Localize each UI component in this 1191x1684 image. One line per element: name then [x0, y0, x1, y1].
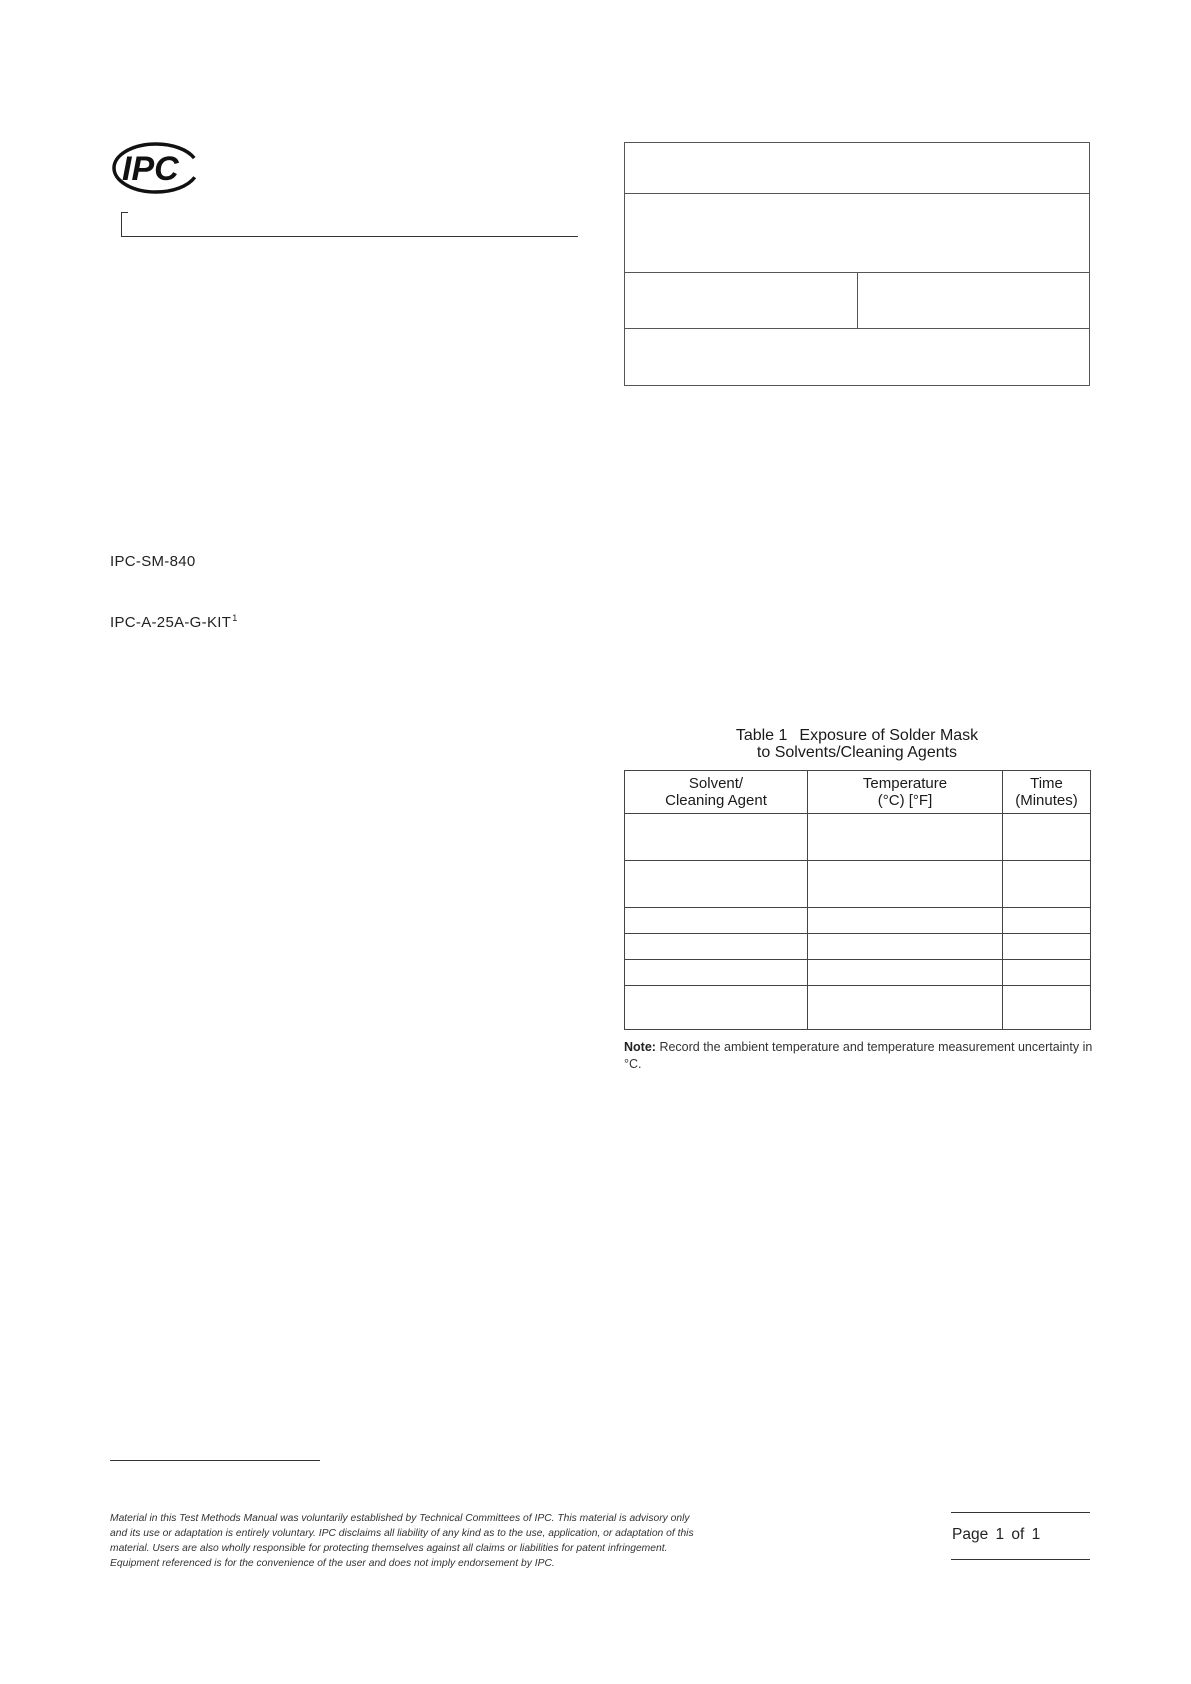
column-header-line: Solvent/ [688, 775, 744, 792]
column-header-line: (°C) [°F] [877, 792, 933, 809]
disclaimer-line: material. Users are also wholly responsible for protecting themselves against all claims or liabilities for patent infringement. [110, 1543, 668, 1554]
solvent-exposure-table [624, 770, 1091, 1030]
ipc-logo [108, 140, 218, 196]
column-header-time [1003, 771, 1091, 814]
table-cell [625, 814, 808, 861]
table-cell [1003, 934, 1091, 960]
reference-document-code: IPC-SM-840 [110, 553, 196, 570]
info-box-column-divider [857, 272, 858, 328]
table-cell [808, 986, 1003, 1030]
footnote-rule [110, 1460, 320, 1461]
page-number-rule-top [951, 1512, 1090, 1513]
table-cell [625, 861, 808, 908]
column-header-line: Cleaning Agent [665, 792, 767, 809]
table-cell [625, 934, 808, 960]
table-row [625, 814, 1091, 861]
table-title-line-2: to Solvents/Cleaning Agents [756, 744, 958, 761]
column-header-solvent [625, 771, 808, 814]
header-rule-tick [121, 212, 122, 237]
reference-document [110, 553, 196, 570]
header-rule-corner [121, 212, 128, 213]
table-cell [625, 986, 808, 1030]
table-cell [1003, 814, 1091, 861]
table-cell [625, 960, 808, 986]
table-cell [808, 960, 1003, 986]
table-header-row [625, 771, 1091, 814]
column-header-line: (Minutes) [1015, 792, 1078, 809]
reference-document [110, 613, 238, 631]
table-note-text: Record the ambient temperature and temperature measurement uncertainty in °C. [624, 1040, 1093, 1071]
column-header-temperature [808, 771, 1003, 814]
table-row [625, 861, 1091, 908]
table-cell [808, 814, 1003, 861]
header-rule [122, 236, 578, 237]
table-cell [808, 934, 1003, 960]
reference-document-code: IPC-A-25A-G-KIT [110, 614, 232, 631]
table-row [625, 986, 1091, 1030]
info-box-divider [625, 328, 1089, 329]
footnote-marker: 1 [232, 613, 238, 623]
table-caption [624, 727, 1090, 761]
table-row [625, 934, 1091, 960]
disclaimer-line: Material in this Test Methods Manual was voluntarily established by Technical Committees of IPC. This material is advisory only [110, 1513, 690, 1524]
table-title-line-1: Exposure of Solder Mask [799, 727, 979, 744]
table-number: Table 1 [735, 727, 788, 744]
table-cell [625, 908, 808, 934]
page-number-rule-bottom [951, 1559, 1090, 1560]
document-info-box [624, 142, 1090, 386]
disclaimer-line: Equipment referenced is for the convenience of the user and does not imply endorsement by IPC. [110, 1558, 555, 1569]
table-cell [1003, 986, 1091, 1030]
ipc-logo-graphic [108, 140, 218, 196]
table-cell [808, 908, 1003, 934]
page-number: Page 1 of 1 [952, 1526, 1041, 1543]
disclaimer [110, 1511, 810, 1571]
table-row [625, 960, 1091, 986]
table-note-label: Note: [624, 1040, 656, 1054]
table-row [625, 908, 1091, 934]
info-box-divider [625, 193, 1089, 194]
ipc-logo-text: IPC [122, 150, 179, 188]
disclaimer-line: and its use or adaptation is entirely voluntary. IPC disclaims all liability of any kind as to the use, application, or adaptation of this [110, 1528, 694, 1539]
table-cell [1003, 960, 1091, 986]
column-header-line: Time [1030, 775, 1063, 792]
table-cell [1003, 861, 1091, 908]
table-cell [808, 861, 1003, 908]
column-header-line: Temperature [862, 775, 948, 792]
table-note [624, 1039, 1094, 1073]
table-cell [1003, 908, 1091, 934]
